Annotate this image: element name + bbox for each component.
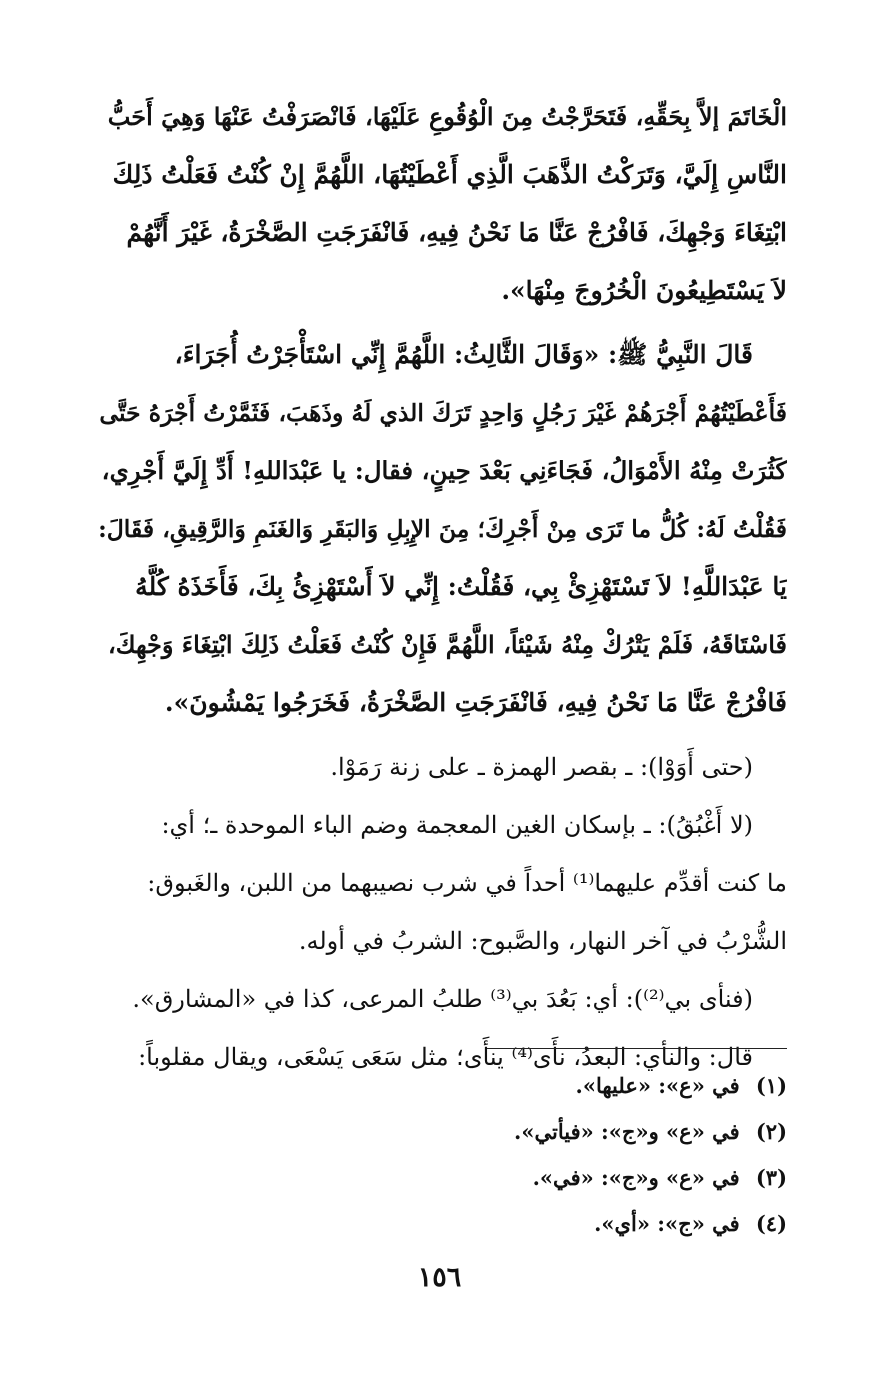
- text-line: فَافْرُجْ عَنَّا مَا نَحْنُ فِيهِ، فَانْفَرَجَتِ الصَّخْرَةُ، فَخَرَجُوا يَمْشُونَ».: [164, 688, 787, 717]
- footnote: [97, 1201, 787, 1247]
- gloss-line: (لا أَغْبُقُ): ـ بإسكان الغين المعجمة وضم الباء الموحدة ـ؛ أي:: [161, 811, 753, 839]
- footnote-text: في «ج»: «أي».: [594, 1211, 740, 1236]
- text-line: فَاسْتَاقَهُ، فَلَمْ يَتْرُكْ مِنْهُ شَيْئاً، اللَّهُمَّ فَإِنْ كُنْتُ فَعَلْتُ ذَلِكَ ابْتِغَاءَ وَجْهِكَ،: [107, 630, 787, 659]
- text-line: النَّاسِ إِلَيَّ، وَتَرَكْتُ الذَّهَبَ الَّذِي أَعْطَيْتُهَا، اللَّهُمَّ إِنْ كُنْتُ فَعَلْتُ ذَلِكَ: [112, 160, 787, 189]
- page-number: ١٥٦: [417, 1262, 462, 1293]
- text-line: لاَ يَسْتَطِيعُونَ الْخُرُوجَ مِنْهَا».: [501, 276, 787, 305]
- text-line: يَا عَبْدَاللَّهِ! لاَ تَسْتَهْزِئْ بِي، فَقُلْتُ: إِنِّي لاَ أَسْتَهْزِئُ بِكَ، فَأَخَذَهُ كُلَّهُ: [135, 572, 787, 601]
- text-line: ابْتِغَاءَ وَجْهِكَ، فَافْرُجْ عَنَّا مَا نَحْنُ فِيهِ، فَانْفَرَجَتِ الصَّخْرَةُ، غَيْرَ أَنَّهُمْ: [126, 218, 787, 247]
- text-line: قَالَ النَّبِيُّ ﷺ: «وَقَالَ الثَّالِثُ: اللَّهُمَّ إِنِّي اسْتَأْجَرْتُ أُجَرَاءَ،: [174, 340, 753, 369]
- footnote-text: في «ع» و«ج»: «فيأتي».: [514, 1119, 740, 1144]
- text-line: كَثُرَتْ مِنْهُ الأَمْوَالُ، فَجَاءَنِي بَعْدَ حِينٍ، فقال: يا عَبْدَاللهِ! أَدِّ إِلَيَّ أَجْرِي،: [101, 456, 787, 485]
- gloss-line: الشُّرْبُ في آخر النهار، والصَّبوح: الشربُ في أوله.: [298, 927, 787, 955]
- footnote-text: في «ع» و«ج»: «في».: [532, 1165, 740, 1190]
- gloss-line: قال: والنأي: البعدُ، نأَى⁽⁴⁾ ينأَى؛ مثل سَعَى يَسْعَى، ويقال مقلوباً:: [138, 1043, 753, 1071]
- footnote-number: (١): [755, 1073, 787, 1098]
- text-line: فَقُلْتُ لَهُ: كُلُّ ما تَرَى مِنْ أَجْرِكَ؛ مِنَ الإِبِلِ وَالبَقَرِ وَالغَنَمِ وَالرَّقِيقِ، فَقَالَ:: [98, 515, 787, 543]
- text-line: فَأَعْطَيْتُهُمْ أَجْرَهُمْ غَيْرَ رَجُلٍ وَاحِدٍ تَرَكَ الذي لَهُ وذَهَبَ، فَثَمَّرْتُ أَجْرَهُ حَتَّى: [99, 399, 787, 427]
- main-text-block: [97, 88, 787, 1086]
- footnote: [97, 1109, 787, 1155]
- footnote-text: في «ع»: «عليها».: [575, 1073, 740, 1098]
- gloss-line: (فنأى بي⁽²⁾): أي: بَعُدَ بي⁽³⁾ طلبُ المرعى، كذا في «المشارق».: [132, 985, 753, 1013]
- gloss-line: (حتى أَوَوْا): ـ بقصر الهمزة ـ على زنة رَمَوْا.: [330, 753, 753, 781]
- footnote-number: (٣): [755, 1165, 787, 1190]
- footnote: [97, 1155, 787, 1201]
- footnote-divider: [487, 1048, 787, 1049]
- footnote-number: (٢): [755, 1119, 787, 1144]
- text-line: الْخَاتَمَ إلاَّ بِحَقِّهِ، فَتَحَرَّجْتُ مِنَ الْوُقُوعِ عَلَيْهَا، فَانْصَرَفْتُ عَنْهَا وَهِيَ أَحَبُّ: [107, 102, 787, 131]
- footnote: [97, 1063, 787, 1109]
- footnotes: [97, 1063, 787, 1247]
- gloss-line: ما كنت أقدِّم عليهما⁽¹⁾ أحداً في شرب نصيبهما من اللبن، والغَبوق:: [147, 869, 787, 897]
- footnote-number: (٤): [755, 1211, 787, 1236]
